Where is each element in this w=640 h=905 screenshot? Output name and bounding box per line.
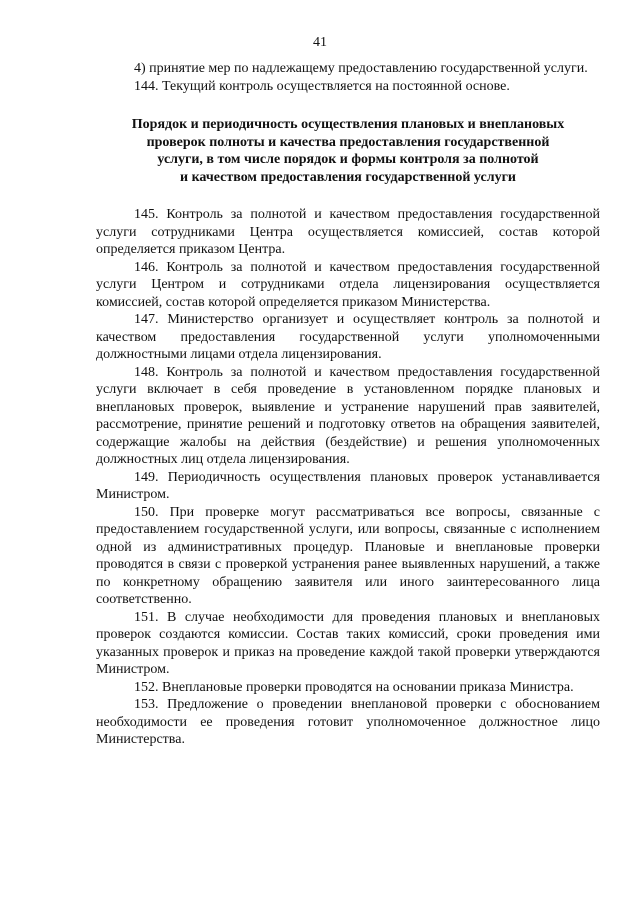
paragraph: 147. Министерство организует и осуществляет контроль за полнотой и качеством предоставления государственной услуги уполномоченными должностными лицами отдела лицензирования. xyxy=(96,312,600,362)
heading-line: проверок полноты и качества предоставления государственной xyxy=(146,134,550,150)
paragraph: 148. Контроль за полнотой и качеством предоставления государственной услуги включает в себя проведение в установленном порядке плановых и внеплановых проверок, выявление и устранение нарушений прав заявителей, рассмотрение, принятие решений и подготовку ответов на обращения заявителей, содержащие жалобы на действия (бездействие) и решения уполномоченных должностных лиц отдела лицензирования. xyxy=(96,364,600,467)
paragraph: 144. Текущий контроль осуществляется на постоянной основе. xyxy=(134,78,510,94)
heading-line: и качеством предоставления государственной услуги xyxy=(180,169,516,185)
paragraph: 151. В случае необходимости для проведения плановых и внеплановых проверок создаются комиссии. Состав таких комиссий, сроки проведения ими указанных проверок и приказ на проведение каждой такой проверки утверждаются Министром. xyxy=(96,609,600,677)
paragraph: 153. Предложение о проведении внеплановой проверки с обоснованием необходимости ее проведения готовит уполномоченное должностное лицо Министерства. xyxy=(96,697,600,747)
heading-line: услуги, в том числе порядок и формы контроля за полнотой xyxy=(157,152,539,167)
paragraph: 150. При проверке могут рассматриваться все вопросы, связанные с предоставлением государственной услуги, или вопросы, связанные с исполнением одной из административных процедур. Плановые и внеплановые проверки проводятся в связи с проверкой устранения ранее выявленных нарушений, а также по конкретному обращению заявителя или иного заинтересованного лица соответственно. xyxy=(96,504,600,607)
paragraph: 145. Контроль за полнотой и качеством предоставления государственной услуги сотрудниками Центра осуществляется комиссией, состав которой определяется приказом Центра. xyxy=(96,207,600,257)
paragraph: 4) принятие мер по надлежащему предоставлению государственной услуги. xyxy=(134,61,588,76)
section-heading xyxy=(96,116,600,186)
document-body xyxy=(96,60,600,749)
paragraph: 146. Контроль за полнотой и качеством предоставления государственной услуги Центром и сотрудниками отдела лицензирования осуществляется комиссией, состав которой определяется приказом Министерства. xyxy=(96,259,600,310)
paragraph: 152. Внеплановые проверки проводятся на основании приказа Министра. xyxy=(134,679,574,695)
paragraph: 149. Периодичность осуществления плановых проверок устанавливается Министром. xyxy=(96,469,600,502)
page-number: 41 xyxy=(313,35,327,50)
heading-line: Порядок и периодичность осуществления плановых и внеплановых xyxy=(131,117,565,132)
